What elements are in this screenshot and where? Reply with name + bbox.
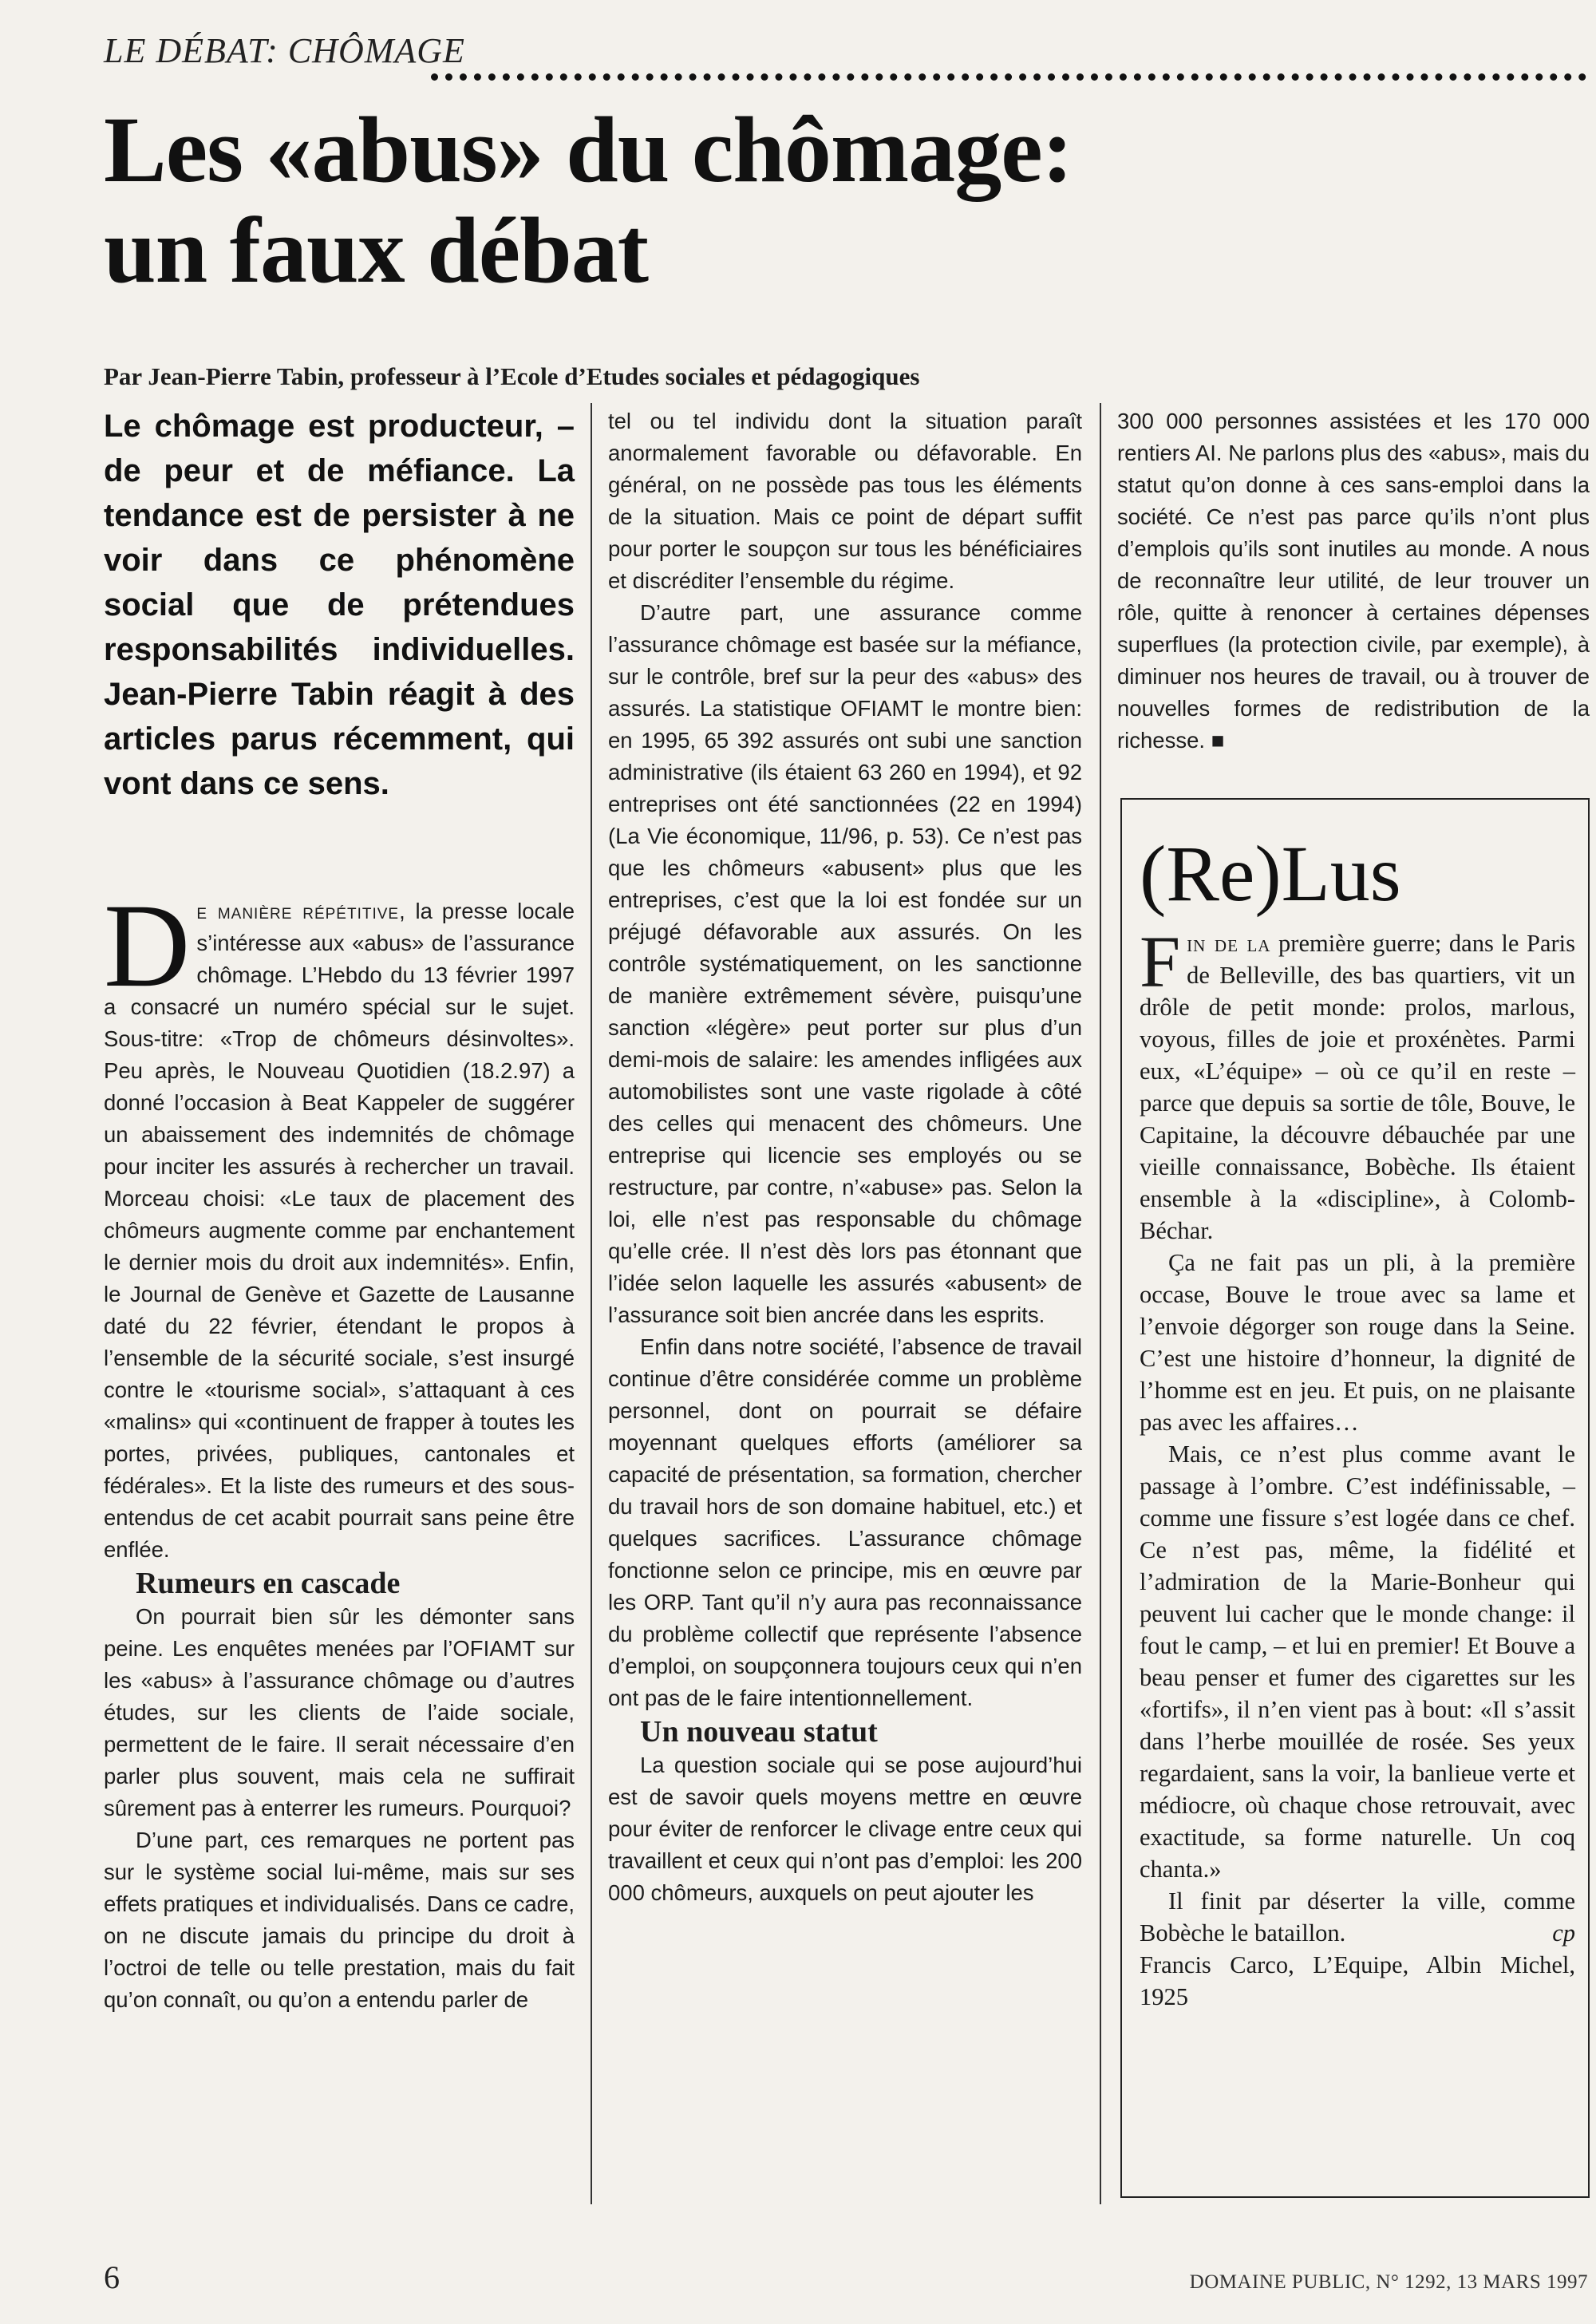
sidebar-text (1140, 921, 1575, 2013)
subhead-nouveau-statut: Un nouveau statut (640, 1715, 878, 1749)
title-line-2: un faux débat (104, 198, 649, 302)
byline: Par Jean-Pierre Tabin, professeur à l’Ecole d’Etudes sociales et pédagogiques (104, 362, 920, 390)
rubric-dotted-rule (431, 65, 1586, 81)
column-divider-2 (1100, 403, 1101, 2204)
article-paragraph-5: Enfin dans notre société, l’absence de travail continue d’être considérée comme un problème personnel, dont on pourrait se défaire moyennant quelques efforts (améliorer sa capacité de présentation, sa formation, chercher du travail hors de son domaine habituel, etc.) et quelques sacrifices. L’assurance chômage fonctionne selon ce principe, mis en œuvre par les ORP. Tant qu’il n’y aura pas reconnaissance du problème collectif que représente l’absence d’emploi, on soupçonnera toujours ceux qui n’en ont pas de le faire intentionnellement. (608, 1334, 1082, 1710)
sidebar-paragraph-3: Mais, ce n’est plus comme avant le passage à l’ombre. C’est indéfinissable, – comme une fissure s’est logée dans ce chef. Ce n’est pas, même, la fidélité et l’admiration de la Marie-Bonheur qui peuvent lui cacher que le monde change: il fout le camp, – et lui en premier! Et Bouve a beau penser et fumer des cigarettes sur les «fortifs», il n’en vient pas à bout: «Il s’assit dans l’herbe mouillée de rosée. Ses yeux regardaient, sans la voir, la banlieue verte et médiocre, où chaque chose retrouvait, avec exactitude, sa forme naturelle. Un coq chanta.» (1140, 1441, 1575, 1883)
sidebar-drop-cap: F (1140, 921, 1181, 1002)
page-number: 6 (104, 2259, 120, 2295)
article-paragraph-4: D’autre part, une assurance comme l’assurance chômage est basée sur la méfiance, sur le contrôle, bref sur la peur des «abus» des assurés. La statistique OFIAMT le montre bien: en 1995, 65 392 assurés ont subi une sanction administrative (ils étaient 63 260 en 1994), et 92 entreprises ont été sanctionnées (22 en 1994) (La Vie économique, 11/96, p. 53). Ce n’est pas que les chômeurs «abusent» plus que les entreprises, c’est que la loi est fondée sur un préjugé défavorable aux assurés. On les contrôle systématiquement, on les sanctionne de manière extrêmement sévère, puisqu’une sanction «légère» peut porter sur plus d’un demi-mois de salaire: les amendes infligées aux automobilistes sont une vaste rigolade à côté des celles qui menacent des chômeurs. Une entreprise qui licencie ses employés ou se restructure, par contre, n’«abuse» pas. Selon la loi, elle n’est pas responsable du chômage qu’elle crée. Il n’est dès lors pas étonnant que l’idée selon laquelle les assurés «abusent» de l’assurance soit bien ancrée dans les esprits. (608, 600, 1082, 1327)
article-title (104, 97, 1073, 302)
article-paragraph-2: On pourrait bien sûr les démonter sans peine. Les enquêtes menées par l’OFIAMT sur les «abus» à l’assurance chômage ou d’autres études, sur les clients de l’aide sociale, permettent de le faire. Il serait nécessaire d’en parler plus souvent, mais cela ne suffirait sûrement pas à enterrer les rumeurs. Pourquoi? (104, 1604, 575, 1820)
title-line-1: Les «abus» du chômage: (104, 97, 1073, 202)
article-paragraph-6-continued: 300 000 personnes assistées et les 170 000 rentiers AI. Ne parlons plus des «abus», mais du statut qu’on donne à ces sans-emploi dans la société. Ce n’est pas parce qu’ils n’ont plus d’emplois qu’ils sont inutiles au monde. A nous de reconnaître leur utilité, de leur trouver un rôle, quitte à renoncer à certaines dépenses superflues (la protection civile, par exemple), à diminuer nos heures de travail, ou à trouver de nouvelles formes de redistribution de la richesse. ■ (1117, 409, 1590, 753)
sidebar-opening-small-caps: in de la (1187, 930, 1271, 957)
drop-cap: D (104, 879, 191, 1012)
column-divider-1 (591, 403, 592, 2204)
article-paragraph-3: D’une part, ces remarques ne portent pas sur le système social lui-même, mais sur ses effets pratiques et individualisés. Dans ce cadre, on ne discute jamais du principe du droit à l’octroi de telle ou telle prestation, mais du fait qu’on connaît, ou qu’on a entendu parler de (104, 1828, 575, 2012)
sidebar-title: (Re)Lus (1140, 829, 1401, 918)
end-of-article-mark: ■ (1211, 728, 1225, 753)
lead-paragraph: Le chômage est producteur, – de peur et de méfiance. La tendance est de persister à ne voir dans ce phénomène social que de prétendues responsabilités individuelles. Jean-Pierre Tabin réagit à des articles parus récemment, qui vont dans ce sens. (104, 409, 575, 801)
sidebar-signature: cp (1552, 1919, 1575, 1947)
sidebar-paragraph-2: Ça ne fait pas un pli, à la première occase, Bouve le troue avec sa lame et l’envoie dégorger son rouge dans la Seine. C’est une histoire d’honneur, la dignité de l’homme est en jeu. Et puis, on ne plaisante pas avec les affaires… (1140, 1249, 1575, 1436)
article-paragraph-6: La question sociale qui se pose aujourd’hui est de savoir quels moyens mettre en œuvre pour éviter de renforcer le clivage entre ceux qui travaillent et ceux qui n’ont pas d’emploi: les 200 000 chômeurs, auxquels on peut ajouter les (608, 1753, 1082, 1905)
sidebar-source: Francis Carco, L’Equipe, Albin Michel, 1925 (1140, 1951, 1575, 2010)
opening-small-caps: e manière répétitive, (196, 899, 406, 923)
article-paragraph-1 (104, 879, 575, 1566)
article-column-1 (104, 879, 575, 2016)
sidebar-paragraph-4: Il finit par déserter la ville, comme Bobèche le bataillon. cp (1140, 1885, 1575, 1949)
article-paragraph-3-continued: tel ou tel individu dont la situation paraît anormalement favorable ou défavorable. En général, on ne possède pas tous les éléments de la situation. Mais ce point de départ suffit pour porter le soupçon sur tous les bénéficiaires et discréditer l’ensemble du régime. (608, 409, 1082, 593)
subhead-rumeurs: Rumeurs en cascade (136, 1567, 401, 1600)
article-column-3 (1117, 405, 1590, 757)
article-column-2 (608, 405, 1082, 1909)
sidebar-paragraph-1: Fin de la première guerre; dans le Paris de Belleville, des bas quartiers, vit un drôle de petit monde: prolos, marlous, voyous, filles de joie et proxénètes. Parmi eux, «L’équipe» – où ce qu’il en reste – parce que depuis sa sortie de tôle, Bouve, le Capitaine, la découvre débauchée par une vieille connaissance, Bobèche. Ils étaient ensemble à la «discipline», à Colomb-Béchar. (1140, 921, 1575, 1244)
paragraph-1-text: la presse locale s’intéresse aux «abus» de l’assurance chômage. L’Hebdo du 13 février 1997 a consacré un numéro spécial sur le sujet. Sous-titre: «Trop de chômeurs désinvoltes». Peu après, le Nouveau Quotidien (18.2.97) a donné l’occasion à Beat Kappeler de suggérer un abaissement des indemnités de chômage pour inciter les assurés à rechercher un travail. Morceau choisi: «Le taux de placement des chômeurs augmente comme par enchantement le dernier mois du droit aux indemnités». Enfin, le Journal de Genève et Gazette de Lausanne daté du 22 février, étendant le propos à l’ensemble de la sécurité sociale, s’est insurgé contre le «tourisme social», s’attaquant à ces «malins» qui «continuent de frapper à toutes les portes, privées, publiques, cantonales et fédérales». Et la liste des rumeurs et des sous-entendus de cet acabit pourrait sans peine être enflée. (104, 899, 575, 1562)
section-rubric: LE DÉBAT: CHÔMAGE (104, 31, 465, 70)
issue-line: DOMAINE PUBLIC, N° 1292, 13 MARS 1997 (1189, 2271, 1588, 2293)
